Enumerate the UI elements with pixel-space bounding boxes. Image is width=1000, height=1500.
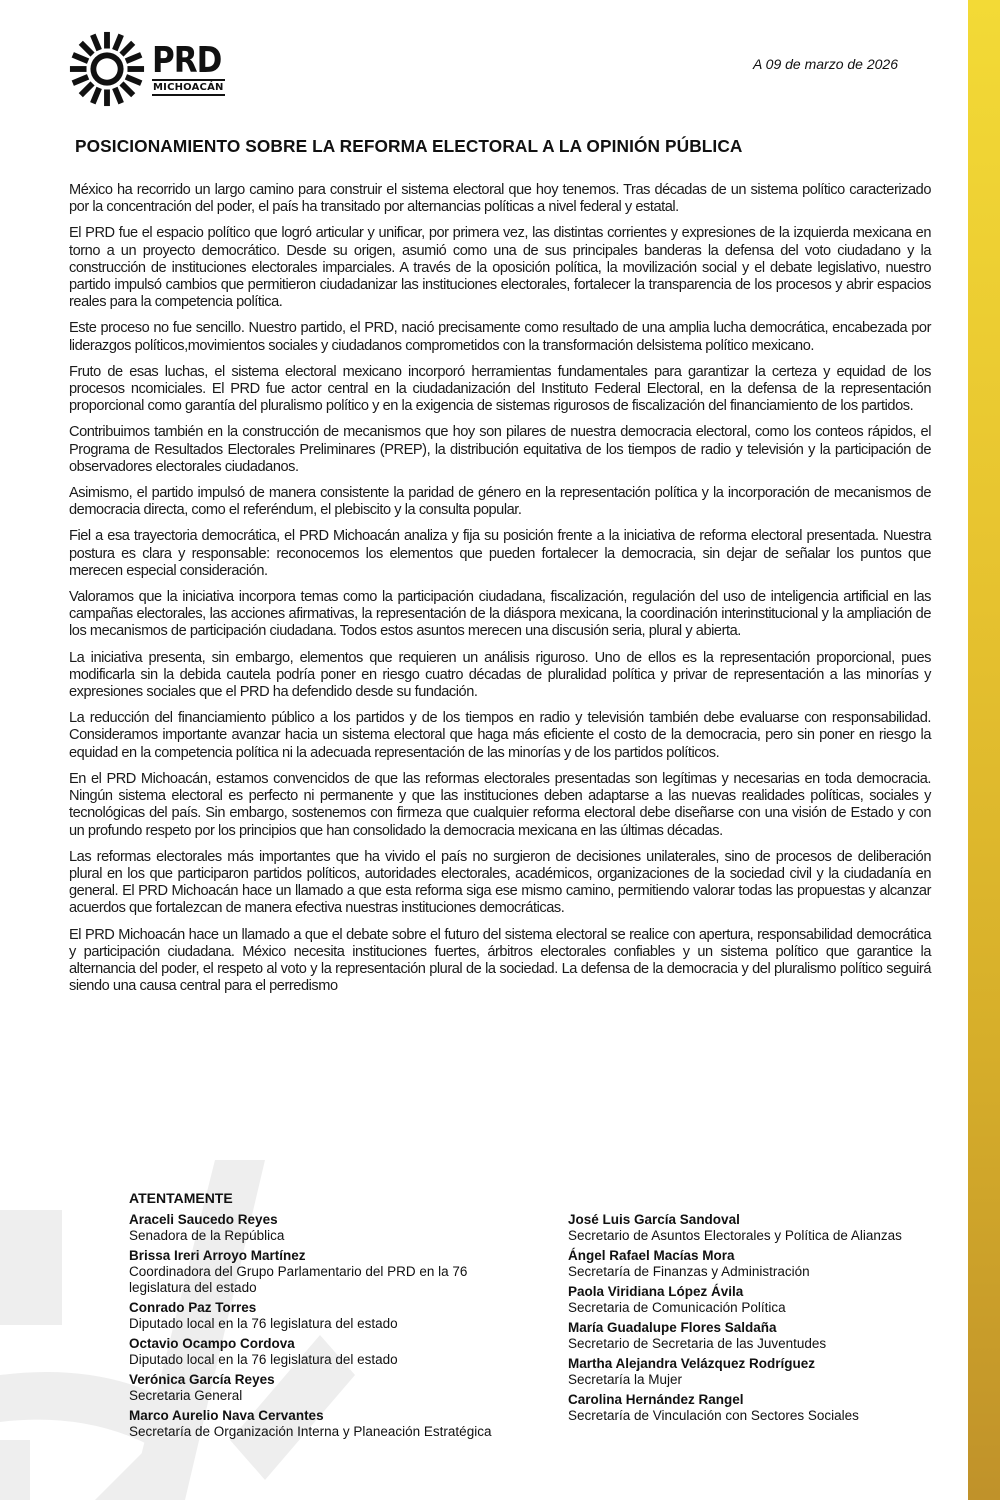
signatory-role: Secretaria de Comunicación Política	[568, 1300, 786, 1315]
signatory-name: Octavio Ocampo Cordova	[129, 1336, 295, 1351]
paragraph: Fruto de esas luchas, el sistema electoral mexicano incorporó herramientas fundamentales para garantizar la certeza y equidad de los procesos ncomiciales. El PRD fue actor central en la ciudadanización del Instituto Federal Electoral, en la defensa de la representación proporcional como garantía del pluralismo político y en la exigencia de sistemas rigurosos de fiscalización del financiamiento de los partidos.	[69, 363, 931, 415]
sun-ray	[104, 32, 110, 49]
paragraph: Asimismo, el partido impulsó de manera consistente la paridad de género en la representación política y la incorporación de mecanismos de democracia directa, como el referéndum, el plebiscito y la consulta popular.	[69, 485, 931, 519]
sun-ray	[90, 34, 102, 52]
signatory-name: Carolina Hernández Rangel	[568, 1392, 744, 1407]
signatory-role: Secretaría de Vinculación con Sectores Sociales	[568, 1408, 859, 1423]
signatory-name: María Guadalupe Flores Saldaña	[568, 1320, 777, 1335]
signatory-role: Secretario de Asuntos Electorales y Política de Alianzas	[568, 1228, 902, 1243]
sun-ray	[119, 41, 135, 57]
signatory-name: Conrado Paz Torres	[129, 1300, 257, 1315]
signatory-name: Brissa Ireri Arroyo Martínez	[129, 1248, 306, 1263]
signatory-name: Paola Viridiana López Ávila	[568, 1284, 744, 1299]
paragraph: La iniciativa presenta, sin embargo, elementos que requieren un análisis riguroso. Uno de ellos es la representación proporcional, pues modificarla sin la debida cautela podría poner en riesgo cuatro décadas de pluralidad política y privar de representación a las minorías y expresiones sociales que el PRD ha defendido desde su fundación.	[69, 649, 931, 701]
watermark-ray	[0, 1210, 62, 1325]
sun-ray	[79, 81, 95, 97]
signatory	[568, 1212, 948, 1244]
signatory	[129, 1408, 549, 1440]
yellow-accent-bar	[968, 0, 1000, 1500]
signatory	[568, 1320, 948, 1352]
sun-ray	[90, 87, 102, 105]
paragraph: La reducción del financiamiento público a los partidos y de los tiempos en radio y televisión también debe evaluarse con responsabilidad. Consideramos importante avanzar hacia un sistema electoral que haga más eficiente el costo de la democracia, pero sin poner en riesgo la equidad en la competencia política ni la adecuada representación de las minorías y de los partidos políticos.	[69, 710, 931, 761]
paragraph: En el PRD Michoacán, estamos convencidos de que las reformas electorales presentadas son legítimas y necesarias en toda democracia. Ningún sistema electoral es perfecto ni permanente y que las instituciones deben adaptarse a las nuevas realidades políticas, sociales y tecnológicas del país. Sin embargo, sostenemos con firmeza que cualquier reforma electoral debe diseñarse con una visión de Estado y con un profundo respeto por los principios que han consolidado la democracia mexicana en las últimas décadas.	[69, 770, 931, 839]
signatory-role: Secretaría de Organización Interna y Planeación Estratégica	[129, 1424, 492, 1439]
document-body	[69, 182, 931, 1004]
signatory-name: Ángel Rafael Macías Mora	[568, 1248, 735, 1263]
signatory	[129, 1212, 549, 1244]
signatory-name: Araceli Saucedo Reyes	[129, 1212, 278, 1227]
signatory-name: Verónica García Reyes	[129, 1372, 275, 1387]
signatory	[129, 1336, 549, 1368]
paragraph: Contribuimos también en la construcción de mecanismos que hoy son pilares de nuestra democracia electoral, como los conteos rápidos, el Programa de Resultados Electorales Preliminares (PREP), la distribución equitativa de los tiempos de radio y televisión y la participación de observadores electorales ciudadanos.	[69, 424, 931, 475]
paragraph: México ha recorrido un largo camino para construir el sistema electoral que hoy tenemos. Tras décadas de un sistema político caracterizado por la concentración del poder, el país ha transitado por alternancias políticas a nivel federal y estatal.	[69, 182, 931, 216]
paragraph: Fiel a esa trayectoria democrática, el PRD Michoacán analiza y fija su posición frente a la iniciativa de reforma electoral presentada. Nuestra postura es clara y responsable: reconocemos los elementos que pueden fortalecer la democracia, sin dejar de señalar los puntos que merecen especial consideración.	[69, 528, 931, 579]
sun-ray	[79, 41, 95, 57]
paragraph: El PRD fue el espacio político que logró articular y unificar, por primera vez, las distintas corrientes y expresiones de la izquierda mexicana en torno a un proyecto democrático. Desde su origen, asumió como una de sus principales banderas la defensa del voto ciudadano y la construcción de instituciones electorales imparciales. A través de la oposición política, la movilización social y el debate legislativo, nuestro partido impulsó cambios que permitieron ciudadanizar las instituciones electorales, fortalecer la transparencia de los procesos y abrir espacios reales para la competencia política.	[69, 225, 931, 311]
signatory-name: José Luis García Sandoval	[568, 1212, 740, 1227]
signatory	[568, 1284, 948, 1316]
sun-ray	[72, 74, 90, 86]
signatory-role: Senadora de la República	[129, 1228, 285, 1243]
sun-ray	[104, 89, 110, 106]
signatory	[129, 1300, 549, 1332]
sun-ray	[72, 52, 90, 64]
sun-ray	[112, 34, 124, 52]
sun-ray	[125, 52, 143, 64]
paragraph: Este proceso no fue sencillo. Nuestro partido, el PRD, nació precisamente como resultado de una amplia lucha democrática, encabezada por liderazgos políticos,movimientos sociales y ciudadanos comprometidos con la transformación delsistema político mexicano.	[69, 320, 931, 354]
sun-logo-icon	[68, 30, 146, 108]
logo-subtitle: MICHOACÁN	[152, 79, 225, 96]
sun-ray	[125, 74, 143, 86]
signatures-right	[568, 1212, 948, 1428]
signatory-role: Diputado local en la 76 legislatura del estado	[129, 1316, 398, 1331]
signatory	[129, 1372, 549, 1404]
prd-logo	[68, 30, 225, 108]
sun-ray	[119, 81, 135, 97]
signatory	[568, 1392, 948, 1424]
signatory	[568, 1356, 948, 1388]
signatory	[568, 1248, 948, 1280]
watermark-ray	[0, 1440, 30, 1500]
signatory-role: Secretario de Secretaria de las Juventudes	[568, 1336, 827, 1351]
signatory-name: Marco Aurelio Nava Cervantes	[129, 1408, 324, 1423]
signatures-left	[129, 1190, 549, 1444]
signatory-role: Diputado local en la 76 legislatura del estado	[129, 1352, 398, 1367]
signatory-role: Secretaría la Mujer	[568, 1372, 683, 1387]
signatory-role: Secretaría de Finanzas y Administración	[568, 1264, 810, 1279]
signatory-name: Martha Alejandra Velázquez Rodríguez	[568, 1356, 816, 1371]
paragraph: El PRD Michoacán hace un llamado a que el debate sobre el futuro del sistema electoral se realice con apertura, responsabilidad democrática y participación ciudadana. México necesita instituciones fuertes, árbitros electorales confiables y un sistema político que garantice la alternancia del poder, el respeto al voto y la representación plural de la sociedad. La defensa de la democracia y del pluralismo político seguirá siendo una causa central para el perredismo	[69, 926, 931, 995]
sun-ray	[112, 87, 124, 105]
closing-label: ATENTAMENTE	[129, 1190, 233, 1206]
signatory-role: Coordinadora del Grupo Parlamentario del PRD en la 76 legislatura del estado	[129, 1264, 468, 1295]
signatory	[129, 1248, 549, 1296]
paragraph: Las reformas electorales más importantes que ha vivido el país no surgieron de decisiones unilaterales, sino de procesos de deliberación plural en los que participaron partidos políticos, autoridades electorales, académicos, organizaciones de la sociedad civil y la ciudadanía en general. El PRD Michoacán hace un llamado a que esta reforma siga ese mismo camino, permitiendo valorar todas las propuestas y alcanzar acuerdos que fortalezcan de manera efectiva nuestras instituciones democráticas.	[69, 848, 931, 917]
logo-title: PRD	[152, 39, 222, 81]
sun-ray	[127, 66, 144, 72]
signatory-role: Secretaria General	[129, 1388, 243, 1403]
document-title: POSICIONAMIENTO SOBRE LA REFORMA ELECTORAL A LA OPINIÓN PÚBLICA	[75, 136, 743, 156]
document-date: A 09 de marzo de 2026	[752, 56, 898, 72]
sun-ray	[70, 66, 87, 72]
paragraph: Valoramos que la iniciativa incorpora temas como la participación ciudadana, fiscalización, regulación del uso de inteligencia artificial en las campañas electorales, las acciones afirmativas, la representación de la diáspora mexicana, la coordinación interinstitucional y la ampliación de los mecanismos de participación ciudadana. Todos estos asuntos merecen una discusión seria, plural y abierta.	[69, 589, 931, 640]
